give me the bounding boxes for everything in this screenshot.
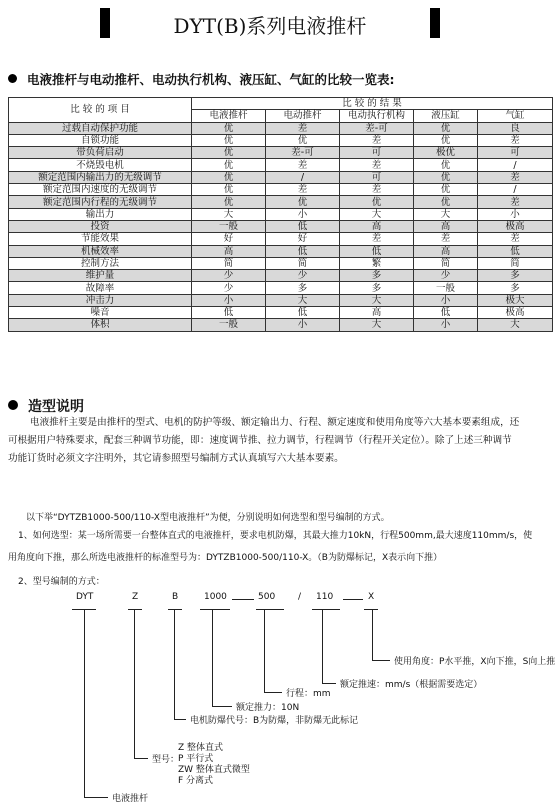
underline <box>364 609 378 610</box>
table-cell: 好 <box>192 233 266 245</box>
code-type: Z <box>132 592 139 602</box>
code-stroke: 500 <box>258 592 276 602</box>
leader-line <box>84 609 85 798</box>
table-cell: 简 <box>266 257 340 269</box>
underline <box>256 609 284 610</box>
table-cell: 大 <box>340 319 414 331</box>
table-cell: 优 <box>414 184 478 196</box>
title-left-bracket <box>100 8 110 38</box>
table-cell: 少 <box>414 270 478 282</box>
stroke-label: 行程：mm <box>286 689 331 699</box>
angle-label: 使用角度：P水平推，X向下推，S向上推 <box>394 657 556 667</box>
bullet-icon <box>8 74 17 83</box>
leader-line <box>174 609 175 720</box>
table-cell: 优 <box>414 159 478 171</box>
table-cell: 优 <box>414 122 478 134</box>
table-cell: 大 <box>414 208 478 220</box>
selection-paragraph-line: 电液推杆主要是由推杆的型式、电机的防护等级、额定输出力、行程、额定速度和使用角度等六大基本要素组成，还 <box>30 417 520 428</box>
table-cell: 差 <box>478 233 553 245</box>
type-option: Z 整体直式 <box>178 743 224 753</box>
table-cell: 优 <box>340 196 414 208</box>
comparison-table-body <box>9 98 553 332</box>
table-cell: 差 <box>478 134 553 146</box>
table-cell: 小 <box>478 208 553 220</box>
table-row <box>9 294 553 306</box>
table-cell: 优 <box>266 134 340 146</box>
table-cell: 少 <box>192 282 266 294</box>
table-cell: 简 <box>414 257 478 269</box>
table-cell: 优 <box>192 122 266 134</box>
table-row <box>9 220 553 232</box>
table-row <box>9 134 553 146</box>
table-cell: 低 <box>266 245 340 257</box>
example-intro: 以下举“DYTZB1000-500/110-X型电液推杆”为便，分别说明如何选型和型号编制的方式。 <box>26 513 390 523</box>
row-label: 节能效果 <box>9 233 192 245</box>
table-row <box>9 282 553 294</box>
bullet-icon <box>8 400 18 410</box>
selection-heading <box>8 396 84 416</box>
table-cell: 小 <box>266 208 340 220</box>
table-row <box>9 307 553 319</box>
code-dyt: DYT <box>76 592 94 602</box>
column-header: 液压缸 <box>414 110 478 122</box>
underline <box>312 609 340 610</box>
leader-line <box>372 609 373 661</box>
table-cell: 优 <box>192 184 266 196</box>
row-label: 额定范围内行程的无级调节 <box>9 196 192 208</box>
title-right-bracket <box>430 8 440 38</box>
table-cell: 差-可 <box>340 122 414 134</box>
table-cell: 优 <box>192 196 266 208</box>
table-cell: 优 <box>266 196 340 208</box>
table-cell: 高 <box>414 245 478 257</box>
table-header-row <box>9 98 553 110</box>
row-label: 体积 <box>9 319 192 331</box>
leader-line <box>264 692 282 693</box>
table-cell: 多 <box>340 282 414 294</box>
table-row <box>9 196 553 208</box>
leader-line <box>84 797 108 798</box>
table-cell: 多 <box>266 282 340 294</box>
table-cell: 一般 <box>414 282 478 294</box>
leader-line <box>134 758 148 759</box>
leader-line <box>372 660 390 661</box>
table-cell: 差 <box>340 159 414 171</box>
result-header: 比 较 的 结 果 <box>192 98 553 110</box>
table-cell: / <box>478 184 553 196</box>
table-cell: 可 <box>340 171 414 183</box>
table-row <box>9 257 553 269</box>
row-label: 额定范围内输出力的无级调节 <box>9 171 192 183</box>
column-header: 气缸 <box>478 110 553 122</box>
table-row <box>9 233 553 245</box>
table-cell: 优 <box>414 171 478 183</box>
column-header: 电动执行机构 <box>340 110 414 122</box>
table-cell: 差 <box>414 233 478 245</box>
table-cell: 差 <box>340 184 414 196</box>
row-label: 过载自动保护功能 <box>9 122 192 134</box>
separator-line <box>232 599 254 600</box>
table-cell: 大 <box>192 208 266 220</box>
motor-label: 电机防爆代号：B为防爆，非防爆无此标记 <box>190 716 359 726</box>
row-label: 额定范围内速度的无级调节 <box>9 184 192 196</box>
table-cell: 优 <box>414 196 478 208</box>
code-explosion: B <box>172 592 179 602</box>
table-cell: 优 <box>192 171 266 183</box>
table-cell: 差 <box>478 171 553 183</box>
row-label: 自锁功能 <box>9 134 192 146</box>
row-label: 冲击力 <box>9 294 192 306</box>
table-cell: 差 <box>340 233 414 245</box>
table-row <box>9 184 553 196</box>
item-header: 比 较 的 项 目 <box>9 98 192 123</box>
table-cell: 小 <box>192 294 266 306</box>
table-cell: 大 <box>340 208 414 220</box>
leader-line <box>264 609 265 693</box>
table-cell: 多 <box>478 282 553 294</box>
table-cell: 大 <box>478 319 553 331</box>
table-cell: 极大 <box>478 294 553 306</box>
table-row <box>9 147 553 159</box>
underline <box>168 609 182 610</box>
type-option: F 分离式 <box>178 776 214 786</box>
table-cell: 高 <box>414 220 478 232</box>
table-cell: 高 <box>340 220 414 232</box>
table-cell: 繁 <box>340 257 414 269</box>
leader-line <box>174 719 186 720</box>
table-cell: 差-可 <box>266 147 340 159</box>
code-angle: X <box>368 592 375 602</box>
table-row <box>9 319 553 331</box>
table-row <box>9 245 553 257</box>
separator-line <box>343 599 363 600</box>
table-cell: 多 <box>478 270 553 282</box>
page-title: DYT(B)系列电液推杆 <box>173 14 367 38</box>
comparison-heading-text: 电液推杆与电动推杆、电动执行机构、液压缸、气缸的比较一览表: <box>27 72 395 87</box>
leader-line <box>322 683 336 684</box>
type-label: 型号： <box>152 755 180 765</box>
table-cell: 小 <box>414 294 478 306</box>
table-cell: 优 <box>192 147 266 159</box>
table-cell: 极优 <box>414 147 478 159</box>
table-row <box>9 171 553 183</box>
leader-line <box>134 609 135 759</box>
underline <box>128 609 142 610</box>
force-label: 额定推力：10N <box>236 703 300 713</box>
table-cell: 可 <box>478 147 553 159</box>
selection-paragraph-line: 功能订货时必须文字注明外，其它请参照型号编制方式认真填写六大基本要素。 <box>8 453 344 464</box>
title-banner <box>100 8 440 38</box>
table-cell: 好 <box>266 233 340 245</box>
table-cell: 高 <box>192 245 266 257</box>
row-label: 噪音 <box>9 307 192 319</box>
row-label: 维护量 <box>9 270 192 282</box>
underline <box>200 609 230 610</box>
code-slash: / <box>298 592 302 602</box>
table-cell: 可 <box>340 147 414 159</box>
step1-line: 用角度向下推，那么所选电液推杆的标准型号为：DYTZB1000-500/110-X。（B为防爆标记，X表示向下推） <box>8 553 443 563</box>
table-cell: 简 <box>192 257 266 269</box>
table-cell: 极高 <box>478 220 553 232</box>
table-cell: / <box>478 159 553 171</box>
table-row <box>9 122 553 134</box>
row-label: 带负荷启动 <box>9 147 192 159</box>
table-cell: 大 <box>340 294 414 306</box>
table-cell: 多 <box>340 270 414 282</box>
table-cell: 差 <box>478 196 553 208</box>
product-label: 电液推杆 <box>112 794 149 804</box>
table-cell: 优 <box>192 134 266 146</box>
table-cell: 少 <box>192 270 266 282</box>
table-cell: 简 <box>478 257 553 269</box>
table-cell: 一般 <box>192 319 266 331</box>
type-option: ZW 整体直式微型 <box>178 765 250 775</box>
column-header: 电液推杆 <box>192 110 266 122</box>
table-cell: 低 <box>266 220 340 232</box>
comparison-heading <box>8 70 395 88</box>
table-row <box>9 159 553 171</box>
row-label: 机械效率 <box>9 245 192 257</box>
table-cell: 优 <box>414 134 478 146</box>
table-cell: 差 <box>266 159 340 171</box>
row-label: 不烧毁电机 <box>9 159 192 171</box>
table-cell: 差 <box>266 122 340 134</box>
row-label: 故障率 <box>9 282 192 294</box>
table-cell: 低 <box>340 245 414 257</box>
table-row <box>9 270 553 282</box>
code-speed: 110 <box>316 592 334 602</box>
leader-line <box>212 609 213 707</box>
table-cell: 差 <box>340 134 414 146</box>
selection-paragraph-line: 可根据用户特殊要求，配套三种调节功能，即：速度调节推、拉力调节，行程调节（行程开关定位）。除了上述三种调节 <box>8 435 512 446</box>
row-label: 输出力 <box>9 208 192 220</box>
table-cell: 低 <box>478 245 553 257</box>
comparison-table <box>8 97 553 332</box>
table-cell: 低 <box>192 307 266 319</box>
row-label: 控制方法 <box>9 257 192 269</box>
code-force: 1000 <box>204 592 227 602</box>
table-row <box>9 208 553 220</box>
step2-line: 2、型号编制的方式： <box>18 577 105 587</box>
table-cell: 高 <box>340 307 414 319</box>
table-cell: 小 <box>266 319 340 331</box>
row-label: 投资 <box>9 220 192 232</box>
speed-label: 额定推速：mm/s（根据需要选定） <box>340 680 483 690</box>
table-cell: 差 <box>266 184 340 196</box>
table-cell: 大 <box>266 294 340 306</box>
column-header: 电动推杆 <box>266 110 340 122</box>
table-cell: 小 <box>414 319 478 331</box>
selection-heading-text: 造型说明 <box>28 399 84 415</box>
table-cell: 优 <box>192 159 266 171</box>
table-cell: / <box>266 171 340 183</box>
step1-line: 1、如何选型：某一场所需要一台整体直式的电液推杆，要求电机防爆，其最大推力10kN，行程500mm,最大速度110mm/s，使 <box>18 531 533 541</box>
table-cell: 低 <box>266 307 340 319</box>
leader-line <box>212 706 232 707</box>
table-cell: 极高 <box>478 307 553 319</box>
table-cell: 良 <box>478 122 553 134</box>
type-option: P 平行式 <box>178 754 214 764</box>
table-cell: 少 <box>266 270 340 282</box>
leader-line <box>322 609 323 684</box>
table-cell: 一般 <box>192 220 266 232</box>
table-cell: 低 <box>414 307 478 319</box>
